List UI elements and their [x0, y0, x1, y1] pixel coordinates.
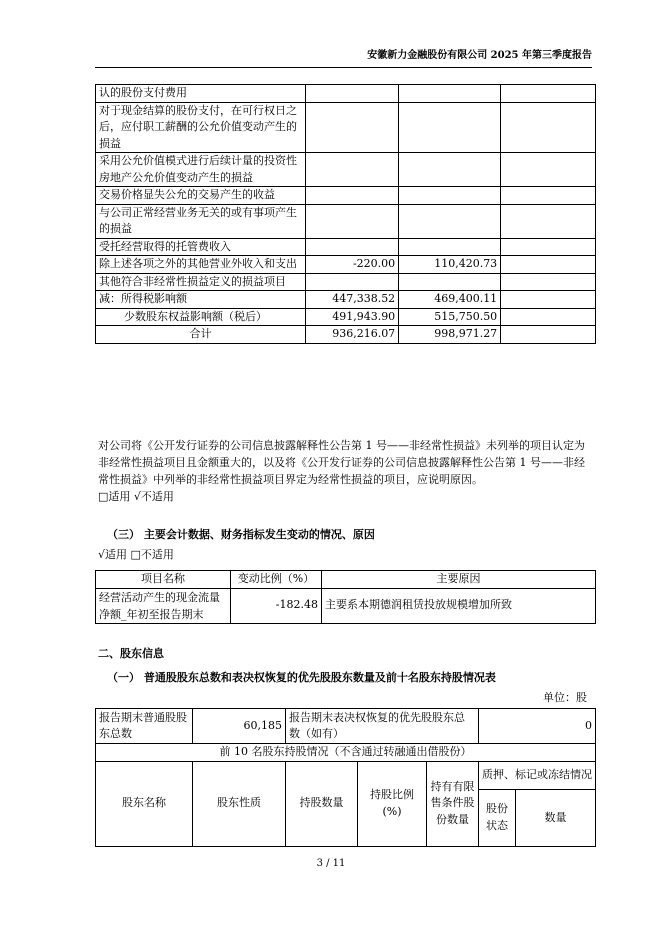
main-reason: 主要系本期德润租赁投放规模增加所致 — [322, 588, 596, 623]
cell-year-to-date — [399, 187, 501, 205]
cell-current-period: 936,216.07 — [306, 326, 399, 344]
section3-applicability: √适用 □不适用 — [98, 548, 174, 561]
table-row — [96, 102, 596, 153]
table-row — [96, 204, 596, 238]
total-holders-label: 报告期末普通股股东总数 — [96, 709, 193, 744]
cell-remarks — [501, 102, 596, 153]
col-shareholder-nature: 股东性质 — [193, 761, 286, 846]
cell-current-period — [306, 153, 399, 187]
table-row — [96, 187, 596, 205]
col-share-status: 股份状态 — [479, 790, 516, 846]
col-pledge-status: 质押、标记或冻结情况 — [479, 761, 596, 790]
table-row — [96, 709, 596, 744]
preferred-holders-value: 0 — [479, 709, 596, 744]
table-header-row — [96, 761, 596, 790]
preferred-holders-label: 报告期末表决权恢复的优先股股东总数（如有） — [286, 709, 479, 744]
cell-year-to-date — [399, 153, 501, 187]
cell-remarks — [501, 153, 596, 187]
cell-year-to-date: 515,750.50 — [399, 308, 501, 326]
row-label: 受托经营取得的托管费收入 — [96, 238, 306, 256]
col-shareholder-name: 股东名称 — [96, 761, 193, 846]
row-label: 认的股份支付费用 — [96, 85, 306, 103]
cell-year-to-date — [399, 102, 501, 153]
section3-title: （三） 主要会计数据、财务指标发生变动的情况、原因 — [107, 528, 375, 541]
table-row — [96, 85, 596, 103]
cell-current-period — [306, 273, 399, 291]
row-label: 除上述各项之外的其他营业外收入和支出 — [96, 256, 306, 274]
cell-current-period: -220.00 — [306, 256, 399, 274]
table-row — [96, 588, 596, 623]
total-holders-value: 60,185 — [193, 709, 286, 744]
table-row — [96, 153, 596, 187]
header-reason: 主要原因 — [322, 571, 596, 589]
row-label: 交易价格显失公允的交易产生的收益 — [96, 187, 306, 205]
nonrecurring-items-table — [95, 84, 596, 344]
col-restricted-shares: 持有有限售条件股份数量 — [427, 761, 479, 846]
cell-current-period — [306, 238, 399, 256]
col-quantity: 数量 — [516, 790, 596, 846]
cell-current-period — [306, 85, 399, 103]
table-row — [96, 308, 596, 326]
note-paragraph: 对公司将《公开发行证券的公司信息披露解释性公告第 1 号——非经常性损益》未列举的项目认定为非经常性损益项目且金额重大的，以及将《公开发行证券的公司信息披露解释性公告第 1 号——非经常性损益》中列举的非经常性损益项目界定为经常性损益的项目，应说明原因。 — [98, 439, 585, 486]
cell-year-to-date — [399, 273, 501, 291]
shareholders-title: 二、股东信息 — [98, 647, 164, 660]
cell-remarks — [501, 85, 596, 103]
header-ratio: 变动比例（%） — [231, 571, 322, 589]
table-row — [96, 291, 596, 309]
cell-current-period: 491,943.90 — [306, 308, 399, 326]
row-label: 与公司正常经营业务无关的或有事项产生的损益 — [96, 204, 306, 238]
header-item: 项目名称 — [96, 571, 231, 589]
change-ratio: -182.48 — [231, 588, 322, 623]
shareholders-table — [95, 708, 596, 847]
row-label: 减：所得税影响额 — [96, 291, 306, 309]
row-label: 对于现金结算的股份支付，在可行权日之后，应付职工薪酬的公允价值变动产生的损益 — [96, 102, 306, 153]
table-row — [96, 256, 596, 274]
cell-year-to-date — [399, 238, 501, 256]
cell-current-period — [306, 102, 399, 153]
table-row — [96, 238, 596, 256]
cell-year-to-date: 469,400.11 — [399, 291, 501, 309]
change-reasons-table — [95, 570, 596, 624]
cell-year-to-date: 110,420.73 — [399, 256, 501, 274]
unit-label: 单位：股 — [543, 691, 587, 704]
item-name: 经营活动产生的现金流量净额_年初至报告期末 — [96, 588, 231, 623]
row-label: 采用公允价值模式进行后续计量的投资性房地产公允价值变动产生的损益 — [96, 153, 306, 187]
cell-current-period: 447,338.52 — [306, 291, 399, 309]
table-row — [96, 273, 596, 291]
col-holding-count: 持股数量 — [286, 761, 358, 846]
cell-remarks — [501, 238, 596, 256]
cell-remarks — [501, 204, 596, 238]
page-header: 安徽新力金融股份有限公司 2025 年第三季度报告 — [95, 46, 592, 68]
col-holding-ratio: 持股比例(%) — [358, 761, 427, 846]
table-header-row — [96, 571, 596, 589]
table-row — [96, 326, 596, 344]
cell-remarks — [501, 308, 596, 326]
cell-remarks — [501, 291, 596, 309]
row-label: 少数股东权益影响额（税后） — [96, 308, 306, 326]
cell-current-period — [306, 187, 399, 205]
cell-remarks — [501, 187, 596, 205]
table-row — [96, 744, 596, 762]
cell-current-period — [306, 204, 399, 238]
cell-remarks — [501, 273, 596, 291]
cell-year-to-date — [399, 204, 501, 238]
page-number: 3 / 11 — [316, 858, 346, 869]
cell-year-to-date — [399, 85, 501, 103]
note-applicability: □适用 √不适用 — [98, 490, 174, 503]
top10-caption: 前 10 名股东持股情况（不含通过转融通出借股份） — [96, 744, 596, 762]
cell-year-to-date: 998,971.27 — [399, 326, 501, 344]
cell-remarks — [501, 256, 596, 274]
row-label: 其他符合非经常性损益定义的损益项目 — [96, 273, 306, 291]
cell-remarks — [501, 326, 596, 344]
shareholders-subtitle: （一） 普通股股东总数和表决权恢复的优先股股东数量及前十名股东持股情况表 — [107, 671, 496, 684]
row-label: 合计 — [96, 326, 306, 344]
